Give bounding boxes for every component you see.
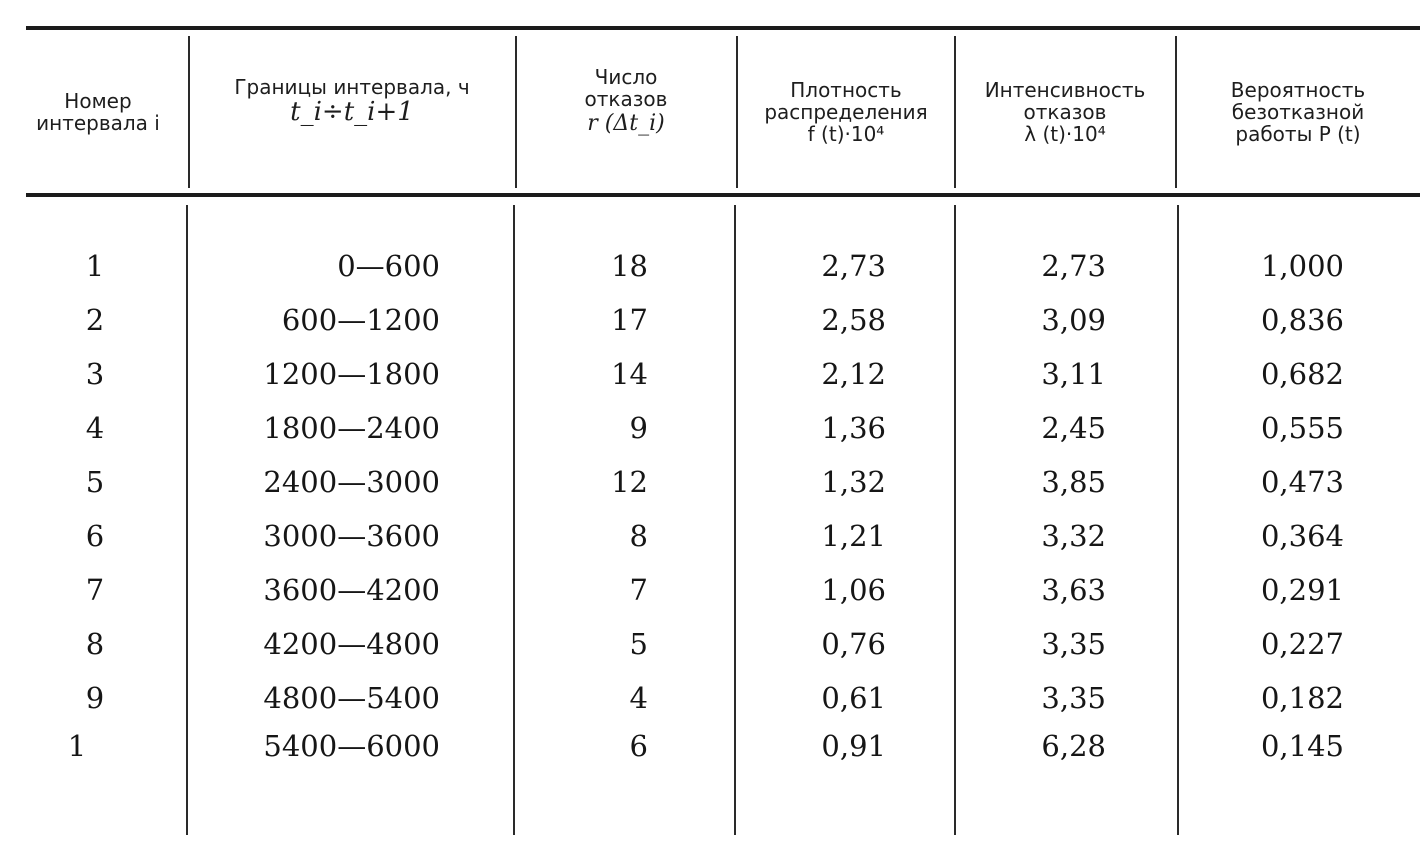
cell-interval-bounds: 1800—2400	[263, 411, 440, 445]
cell-failure-count: 14	[611, 357, 648, 391]
cell-intensity: 2,73	[1041, 249, 1106, 283]
cell-probability: 0,291	[1260, 573, 1344, 607]
header-interval-bounds	[192, 36, 512, 188]
cell-probability: 0,227	[1260, 627, 1344, 661]
cell-density: 2,58	[821, 303, 886, 337]
cell-failure-count: 8	[629, 519, 648, 553]
header-distribution-density	[740, 36, 952, 188]
header-line: Интенсивность	[984, 78, 1146, 102]
cell-failure-count: 9	[629, 411, 648, 445]
cell-density: 1,21	[821, 519, 886, 553]
cell-probability: 0,182	[1260, 681, 1344, 715]
header-line: безотказной	[1231, 100, 1365, 124]
header-formula: t_i÷t_i+1	[290, 97, 414, 127]
cell-density: 1,36	[821, 411, 886, 445]
cell-failure-count: 18	[611, 249, 648, 283]
column-divider	[736, 36, 738, 188]
cell-interval-number: 5	[85, 465, 105, 499]
table-row	[0, 293, 1420, 347]
cell-interval-number: 8	[85, 627, 105, 661]
header-reliability	[1180, 36, 1416, 188]
cell-intensity: 3,09	[1041, 303, 1106, 337]
cell-interval-number: 7	[85, 573, 105, 607]
cell-interval-number: 2	[85, 303, 105, 337]
table-row	[0, 719, 1420, 773]
header-line: Плотность	[790, 78, 902, 102]
cell-failure-count: 7	[629, 573, 648, 607]
header-failure-intensity	[958, 36, 1172, 188]
table-row	[0, 239, 1420, 293]
column-divider	[954, 36, 956, 188]
cell-interval-number: 1	[85, 249, 105, 283]
header-line: Границы интервала, ч	[234, 75, 470, 99]
table-row	[0, 563, 1420, 617]
cell-failure-count: 6	[629, 729, 648, 763]
header-line: Вероятность	[1230, 78, 1366, 102]
cell-interval-bounds: 0—600	[337, 249, 440, 283]
cell-probability: 0,836	[1260, 303, 1344, 337]
table-top-rule	[26, 26, 1420, 30]
cell-interval-bounds: 4800—5400	[263, 681, 440, 715]
header-formula: λ (t)·10⁴	[1024, 122, 1106, 146]
header-line: распределения	[764, 100, 928, 124]
cell-interval-bounds: 4200—4800	[263, 627, 440, 661]
cell-density: 1,06	[821, 573, 886, 607]
header-interval-number	[12, 36, 184, 188]
cell-interval-bounds: 2400—3000	[263, 465, 440, 499]
table-row	[0, 347, 1420, 401]
cell-intensity: 3,63	[1041, 573, 1106, 607]
table-row	[0, 455, 1420, 509]
cell-interval-number: 4	[85, 411, 105, 445]
header-line: Число	[594, 65, 658, 89]
cell-interval-bounds: 600—1200	[281, 303, 440, 337]
cell-interval-number: 3	[85, 357, 105, 391]
table-row	[0, 617, 1420, 671]
table-row	[0, 401, 1420, 455]
column-divider	[515, 36, 517, 188]
cell-probability: 0,555	[1260, 411, 1344, 445]
header-line: отказов	[1023, 100, 1107, 124]
cell-intensity: 3,32	[1041, 519, 1106, 553]
cell-failure-count: 17	[611, 303, 648, 337]
cell-probability: 0,145	[1260, 729, 1344, 763]
header-formula: f (t)·10⁴	[807, 122, 885, 146]
cell-interval-bounds: 1200—1800	[263, 357, 440, 391]
cell-intensity: 3,11	[1041, 357, 1106, 391]
cell-density: 0,61	[821, 681, 886, 715]
header-line: отказов	[584, 87, 668, 111]
cell-intensity: 3,85	[1041, 465, 1106, 499]
cell-intensity: 2,45	[1041, 411, 1106, 445]
cell-interval-number: 9	[85, 681, 105, 715]
header-line: интервала i	[36, 111, 160, 135]
header-line: работы P (t)	[1235, 122, 1361, 146]
cell-interval-bounds: 3600—4200	[263, 573, 440, 607]
cell-probability: 0,364	[1260, 519, 1344, 553]
column-divider	[188, 36, 190, 188]
cell-intensity: 6,28	[1041, 729, 1106, 763]
cell-interval-number: 1	[67, 729, 87, 763]
cell-failure-count: 5	[629, 627, 648, 661]
cell-intensity: 3,35	[1041, 681, 1106, 715]
cell-intensity: 3,35	[1041, 627, 1106, 661]
cell-density: 2,12	[821, 357, 886, 391]
table-row	[0, 671, 1420, 725]
cell-density: 0,91	[821, 729, 886, 763]
header-bottom-rule	[26, 193, 1420, 197]
cell-density: 1,32	[821, 465, 886, 499]
cell-failure-count: 12	[611, 465, 648, 499]
cell-interval-bounds: 3000—3600	[263, 519, 440, 553]
header-failure-count	[519, 36, 733, 188]
cell-interval-number: 6	[85, 519, 105, 553]
cell-density: 2,73	[821, 249, 886, 283]
cell-probability: 0,473	[1260, 465, 1344, 499]
table-row	[0, 509, 1420, 563]
header-formula: r (Δt_i)	[587, 111, 665, 136]
cell-failure-count: 4	[629, 681, 648, 715]
cell-density: 0,76	[821, 627, 886, 661]
cell-probability: 1,000	[1260, 249, 1344, 283]
header-line: Номер	[64, 89, 132, 113]
cell-probability: 0,682	[1260, 357, 1344, 391]
column-divider	[1175, 36, 1177, 188]
cell-interval-bounds: 5400—6000	[263, 729, 440, 763]
